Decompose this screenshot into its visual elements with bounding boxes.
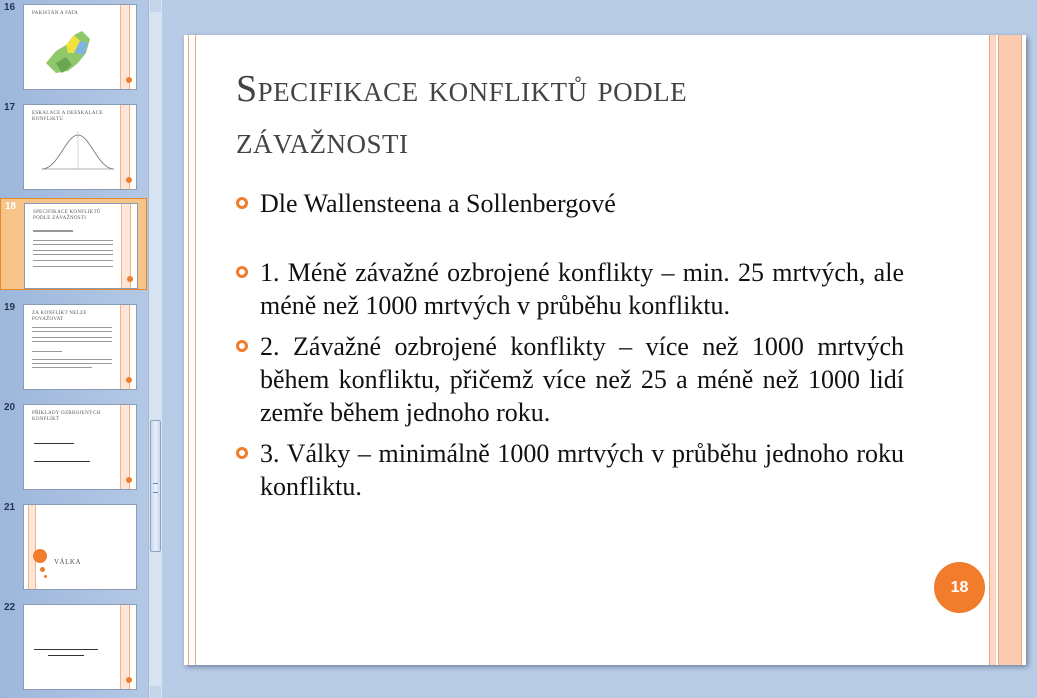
slide-thumbnail-20[interactable]: [0, 400, 148, 492]
decorative-stripe: [188, 35, 196, 665]
bullet-item: [236, 256, 904, 322]
slide-number-label: 16: [4, 2, 16, 13]
slide-thumbnail-image: [23, 104, 137, 190]
slide-title-line: Specifikace konfliktů podle: [236, 68, 688, 110]
bullet-icon: [236, 197, 248, 209]
slide-number-label: 21: [4, 502, 16, 513]
map-image: [38, 23, 98, 79]
slide-thumbnail-22[interactable]: [0, 600, 148, 692]
slide-thumbnail-image: [24, 203, 138, 289]
escalation-diagram: [38, 129, 118, 175]
slide-title-line: závažnosti: [236, 120, 409, 162]
slide-thumbnail-image: [23, 404, 137, 490]
slide-thumbnail-19[interactable]: [0, 300, 148, 392]
slide-thumbnail-image: [23, 504, 137, 590]
scroll-down-button[interactable]: [150, 686, 161, 698]
bullet-item: [236, 187, 904, 220]
bullet-text: 3. Války – minimálně 1000 mrtvých v průběhu jednoho roku konfliktu.: [260, 439, 904, 501]
thumbnail-title: SPECIFIKACE KONFLIKTŮ PODLE ZÁVAŽNOSTI: [33, 210, 101, 221]
decorative-stripe: [998, 35, 1022, 665]
decorative-stripe: [989, 35, 996, 665]
scroll-up-button[interactable]: [150, 0, 161, 12]
slide-thumbnail-image: [23, 4, 137, 90]
slide-thumbnail-image: [23, 604, 137, 690]
slide-number-label: 18: [5, 201, 17, 212]
slide-canvas[interactable]: [184, 35, 1026, 665]
thumbnail-title: VÁLKA: [54, 558, 81, 566]
thumbnail-title: ESKALACE A DEESKALACE KONFLIKTU: [32, 111, 103, 122]
scrollbar-thumb[interactable]: [150, 420, 161, 552]
bullet-text: Dle Wallensteena a Sollenbergové: [260, 189, 616, 218]
slide-thumbnail-17[interactable]: [0, 100, 148, 192]
slide-number-label: 19: [4, 302, 16, 313]
slide-thumbnail-image: [23, 304, 137, 390]
bullet-icon: [236, 340, 248, 352]
bullet-icon: [236, 266, 248, 278]
bullet-item: [236, 437, 904, 503]
bullet-text: 1. Méně závažné ozbrojené konflikty – min. 25 mrtvých, ale méně než 1000 mrtvých v průběhu konfliktu.: [260, 258, 904, 320]
slide-thumbnail-16[interactable]: [0, 0, 148, 92]
bullet-icon: [236, 447, 248, 459]
slide-thumbnail-18[interactable]: [0, 198, 147, 290]
thumbnail-title: PŘÍKLADY OZBROJENÝCH KONFLIKT: [32, 411, 101, 422]
thumbnail-title: PAKISTÁN A FATA: [32, 11, 79, 16]
slide-title[interactable]: [236, 63, 876, 167]
slide-number-badge: 18: [934, 562, 985, 613]
slide-thumbnail-21[interactable]: [0, 500, 148, 592]
thumbnail-title: ZA KONFLIKT NELZE POVAŽOVAT: [32, 311, 87, 322]
slide-thumbnail-pane: [0, 0, 162, 698]
grip-icon: [153, 483, 158, 493]
slide-number-label: 20: [4, 402, 16, 413]
bullet-text: 2. Závažné ozbrojené konflikty – více než 1000 mrtvých během konfliktu, přičemž více než 25 a méně než 1000 lidí zemře během jednoho roku.: [260, 332, 904, 427]
thumbnail-scrollbar[interactable]: [148, 0, 162, 698]
slide-number-label: 22: [4, 602, 16, 613]
bullet-item: [236, 330, 904, 429]
slide-number-label: 17: [4, 102, 16, 113]
slide-body[interactable]: [236, 187, 904, 503]
